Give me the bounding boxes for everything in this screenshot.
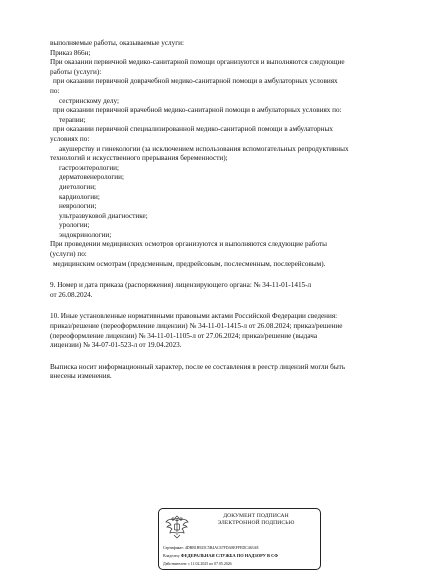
- text-line: выполняемые работы, оказываемые услуги:: [50, 39, 184, 47]
- text-line: кардиологии;: [59, 192, 100, 201]
- text-line: дерматовенерологии;: [59, 173, 124, 182]
- stamp-details: [163, 545, 321, 568]
- coat-of-arms-icon: [162, 512, 192, 542]
- text-line: сестринскому делу;: [59, 96, 119, 105]
- text-line: (услуги) по:: [50, 250, 87, 259]
- electronic-signature-stamp: [158, 508, 321, 570]
- text-line: при оказании первичной доврачебной медико-санитарной помощи в амбулаторных условиях: [53, 77, 338, 86]
- stamp-certificate: Сертификат: 4DBB1B925C5B4AC67FDA8EFFEDC463AE: [163, 546, 259, 550]
- text-line: При оказании первичной медико-санитарной помощи организуются и выполняются следующие: [50, 58, 345, 67]
- text-line: эндокринологии;: [59, 230, 112, 239]
- stamp-title: [193, 513, 319, 527]
- text-line: Приказ 866н;: [50, 48, 91, 57]
- text-line: условиях по:: [50, 134, 90, 143]
- stamp-owner-row: [163, 552, 321, 560]
- disclaimer-line: Выписка носит информационный характер, после ее составления в реестр лицензий могли быть: [50, 362, 346, 371]
- text-line: терапии;: [59, 115, 86, 124]
- text-line: При проведении медицинских осмотров организуются и выполняются следующие работы: [50, 240, 327, 249]
- text-line: акушерству и гинекологии (за исключением использования вспомогательных репродуктивных: [59, 144, 349, 153]
- text-line: работы (услуги):: [50, 67, 102, 76]
- text-line: ультразвуковой диагностике;: [59, 211, 148, 220]
- text-line: урологии;: [59, 221, 90, 230]
- text-line: при оказании первичной специализированной медико-санитарной помощи в амбулаторных: [53, 125, 333, 134]
- document-body: [50, 39, 406, 382]
- stamp-title-line: ДОКУМЕНТ ПОДПИСАН: [223, 513, 289, 519]
- section-10-line: (переоформление лицензии) № 34-11-01-1105-л от 27.06.2024; приказ/решение (выдача: [50, 331, 318, 340]
- text-line: гастроэнтерологии;: [59, 163, 120, 172]
- section-10-line: лицензии) № 34-07-01-523-л от 19.04.2023.: [50, 341, 182, 350]
- text-line: по:: [50, 86, 60, 95]
- section-9-line: 9. Номер и дата приказа (распоряжения) лицензирующего органа: № 34-11-01-1415-л: [50, 281, 312, 290]
- text-line: при оказании первичной врачебной медико-санитарной помощи в амбулаторных условиях по:: [53, 106, 342, 115]
- text-line: медицинским осмотрам (предсменным, предрейсовым, послесменным, послерейсовым).: [53, 259, 326, 268]
- section-9-line: от 26.08.2024.: [50, 290, 93, 299]
- stamp-owner: ФЕДЕРАЛЬНАЯ СЛУЖБА ПО НАДЗОРУ В СФ: [180, 553, 279, 559]
- stamp-validity: Действителен: с 11.02.2025 по 07.05.2026: [163, 561, 232, 566]
- section-10-line: приказ/решение (переоформление лицензии) № 34-11-01-1415-л от 26.08.2024; приказ/решение: [50, 322, 343, 331]
- section-10-line: 10. Иные установленные нормативными правовыми актами Российской Федерации сведения:: [50, 312, 338, 321]
- stamp-owner-label: Владелец:: [163, 554, 180, 559]
- text-line: неврологии;: [59, 202, 97, 211]
- text-line: технологий и искусственного прерывания беременности);: [50, 154, 228, 163]
- disclaimer-line: внесены изменения.: [50, 372, 112, 381]
- stamp-title-line: ЭЛЕКТРОННОЙ ПОДПИСЬЮ: [217, 520, 295, 526]
- text-line: диетологии;: [59, 182, 97, 191]
